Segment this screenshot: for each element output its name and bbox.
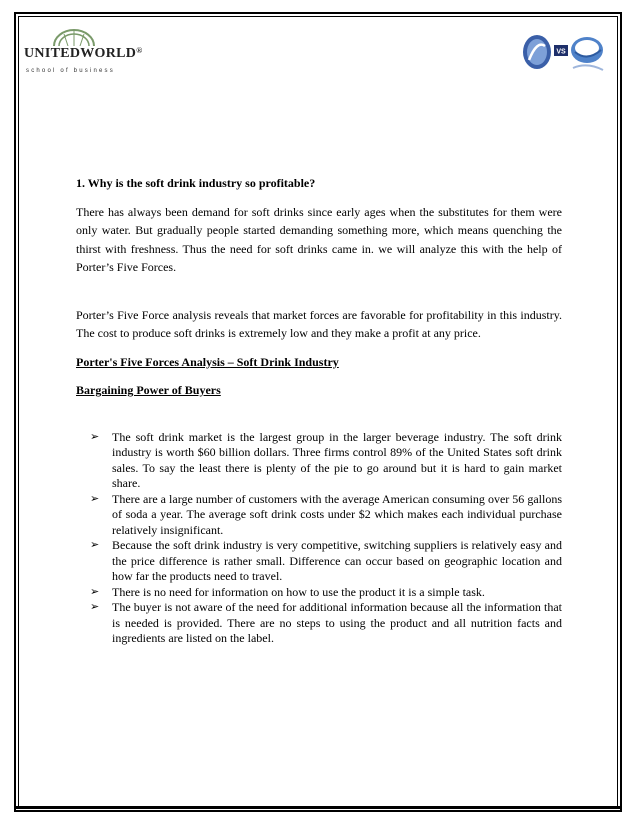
logo-subtitle: school of business — [26, 68, 115, 74]
bullet-list — [76, 430, 562, 647]
logo-trademark: ® — [136, 46, 143, 55]
arrow-bullet-icon: ➢ — [90, 601, 100, 613]
list-item-text: Because the soft drink industry is very competitive, switching suppliers is relatively easy and the price difference is rather small. Difference can occur based on geographic location and how far the products need to travel. — [112, 538, 562, 583]
arrow-bullet-icon: ➢ — [90, 539, 100, 551]
arrow-bullet-icon: ➢ — [90, 430, 100, 443]
unitedworld-logo — [24, 30, 143, 74]
page-border-bottom — [14, 806, 622, 809]
analysis-paragraph: Porter’s Five Force analysis reveals that market forces are favorable for profitability in this industry. The cost to produce soft drinks is extremely low and they make a profit at any price. — [76, 307, 562, 340]
logo-name: UNITEDWORLD — [24, 46, 137, 61]
list-item — [90, 538, 562, 585]
arrow-bullet-icon: ➢ — [90, 585, 100, 598]
subsection-heading: Bargaining Power of Buyers — [76, 383, 221, 397]
partner-logo-icon — [515, 30, 605, 78]
document-body — [76, 174, 562, 647]
partner-logo-badge: VS — [556, 48, 566, 56]
logo-arch-icon — [50, 28, 98, 46]
list-item-text: The buyer is not aware of the need for additional information because all the information that is needed is provided. There are no steps to using the product and all nutrition facts and ingredients are listed on the label. — [112, 600, 562, 645]
arrow-bullet-icon: ➢ — [90, 492, 100, 505]
list-item — [90, 585, 562, 601]
list-item-text: There are a large number of customers with the average American consuming over 56 gallons of soda a year. The average soft drink costs under $2 which makes each individual purchase relatively insignificant. — [112, 491, 562, 537]
list-item — [90, 600, 562, 647]
question-heading: 1. Why is the soft drink industry so profitable? — [76, 176, 316, 190]
section-heading: Porter's Five Forces Analysis – Soft Drink Industry — [76, 354, 339, 369]
list-item — [90, 492, 562, 539]
list-item-text: There is no need for information on how to use the product it is a simple task. — [112, 584, 485, 599]
list-item — [90, 430, 562, 492]
intro-paragraph: There has always been demand for soft drinks since early ages when the substitutes for them were only water. But gradually people started demanding something more, which means quenching the thirst with freshness. Thus the need for soft drinks came in. we will analyze this with the help of Porter’s Five Forces. — [76, 204, 562, 274]
list-item-text: The soft drink market is the largest group in the larger beverage industry. The soft drink industry is worth $60 billion dollars. Three firms control 89% of the United States soft drink sales. To say the least there is plenty of the pie to go around but it is hard to gain market share. — [112, 429, 562, 490]
